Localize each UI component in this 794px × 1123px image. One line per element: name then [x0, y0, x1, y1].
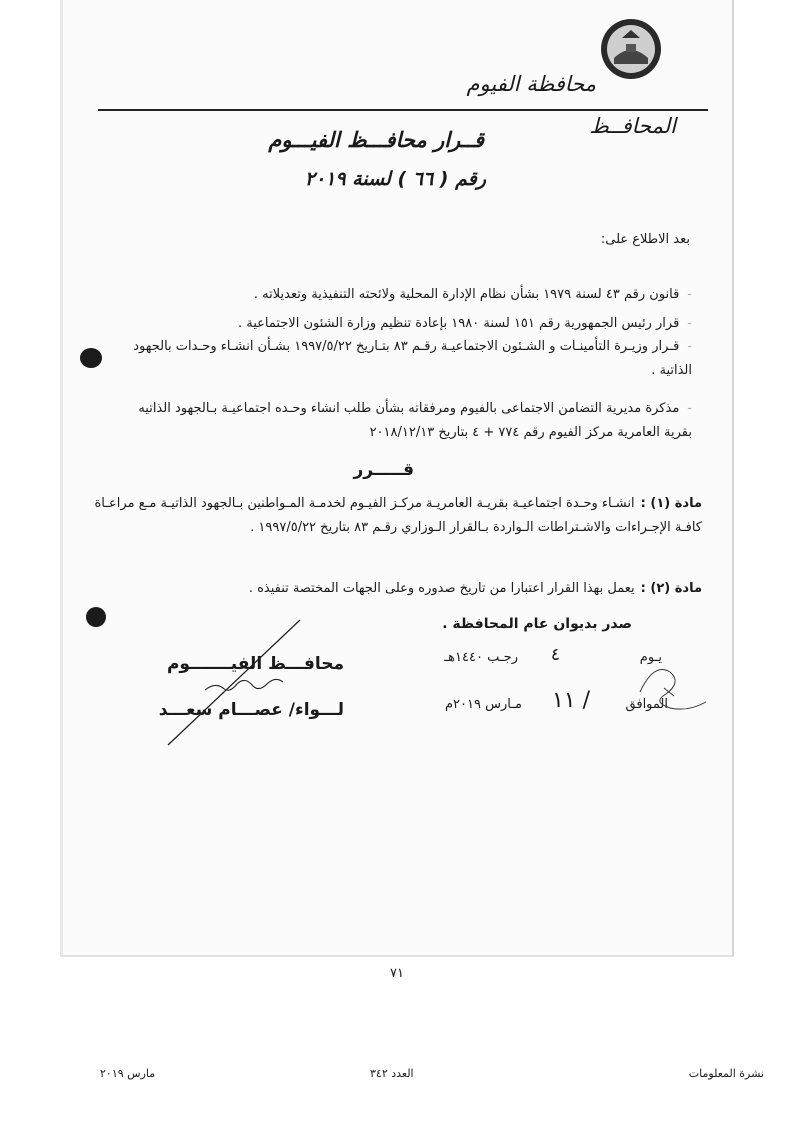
day-label: يـوم [639, 650, 662, 665]
ink-mark [86, 607, 106, 627]
governorate-name: محافظة الفيوم [466, 72, 596, 96]
day-value: ٤ [550, 645, 560, 665]
hijri-date: رجـب ١٤٤٠هـ [444, 650, 518, 665]
signatory-name: لـــواء/ عصـــام سعـــد [158, 700, 344, 720]
corresponding-day: ١١ / [551, 688, 590, 713]
footer-publication: نشرة المعلومات [688, 1067, 764, 1080]
ink-mark [80, 348, 102, 368]
gregorian-date: مـارس ٢٠١٩م [444, 697, 522, 712]
reference-item: -قرار رئيس الجمهورية رقم ١٥١ لسنة ١٩٨٠ بإعادة تنظيم وزارة الشئون الاجتماعية . [237, 316, 692, 331]
corresponding-label: الموافق [625, 697, 668, 712]
reference-item: -قانون رقم ٤٣ لسنة ١٩٧٩ بشأن نظام الإدارة المحلية ولائحته التنفيذية وتعديلاته . [253, 287, 692, 302]
reference-item: -مذكرة مديرية التضامن الاجتماعى بالفيوم ومرفقاته بشأن طلب انشاء وحـده اجتماعيـة بـالجهود الذاتيه بقرية العامرية مركز الفيوم رقم ٧٧٤ + ٤ بتاريخ ٢٠١٨/١٢/١٣ [138, 401, 692, 440]
page-number: ٧١ [390, 966, 404, 981]
footer-date: مارس ٢٠١٩ [100, 1067, 156, 1080]
governor-office-label: المحافــظ [589, 114, 676, 138]
article-text: يعمل بهذا القرار اعتبارا من تاريخ صدوره وعلى الجهات المختصة تنفيذه . [248, 581, 635, 596]
signatory-title: محافـــظ الفيـــــــوم [166, 654, 344, 674]
article-label: مادة (٢) : [640, 581, 702, 596]
decree-number: رقم ( ٦٦ ) لسنة ٢٠١٩ [304, 168, 486, 190]
reference-item: -قـرار وزيـرة التأمينـات و الشـئون الاجتماعيـة رقـم ٨٣ بتـاريخ ١٩٩٧/٥/٢٢ بشـأن انشـاء وحـدات بالجهود الذاتية . [133, 339, 692, 378]
decree-heading: قـــــرر [353, 460, 414, 480]
issued-at: صدر بديوان عام المحافظة . [442, 616, 632, 632]
article-text: انشـاء وحـدة اجتماعيـة بقريـة العامريـة مركـز الفيـوم لخدمـة المـواطنين بـالجهود الذاتيـة مـع مراعـاة كافـة الإجـراءات والاشـتراطات الـواردة بـالقرار الـوزاري رقـم ٨٣ بتاريخ ١٩٩٧/٥/٢٢ . [94, 496, 702, 535]
decree-title: قــرار محافـــظ الفيـــوم [268, 128, 484, 152]
footer-issue: العدد ٣٤٢ [370, 1067, 414, 1080]
preamble: بعد الاطلاع على: [600, 232, 690, 247]
article-label: مادة (١) : [640, 496, 702, 511]
